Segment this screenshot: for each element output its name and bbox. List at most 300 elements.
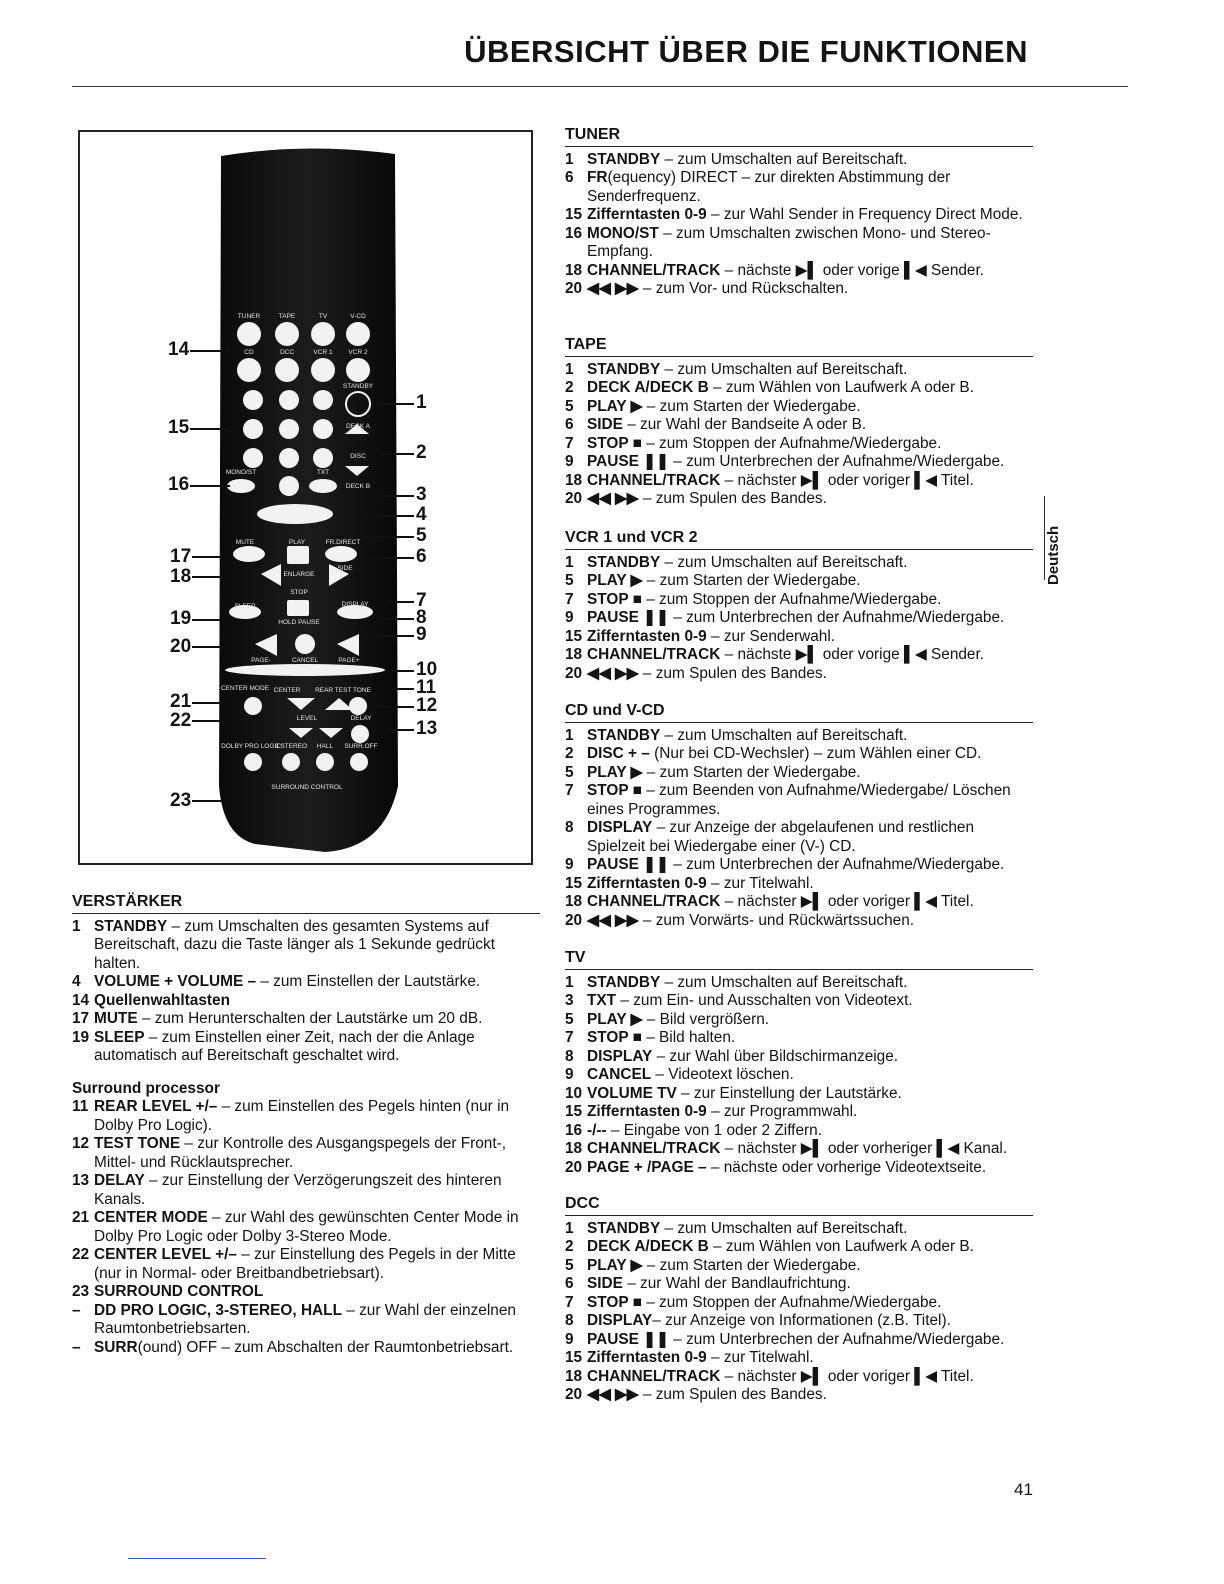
item-key: Zifferntasten 0-9 xyxy=(587,1349,707,1366)
item-text xyxy=(587,1331,1033,1350)
language-tab-label: Deutsch xyxy=(1045,525,1062,585)
item-text xyxy=(94,1010,540,1029)
item-number: 13 xyxy=(72,1172,90,1189)
list-item xyxy=(72,1135,540,1172)
list-item xyxy=(565,398,1033,417)
section-heading: TV xyxy=(565,949,1033,970)
item-key: TEST TONE xyxy=(94,1135,181,1152)
list-item xyxy=(565,646,1033,665)
callout-line-18 xyxy=(192,576,222,578)
svg-text:DOLBY PRO LOGIC: DOLBY PRO LOGIC xyxy=(221,743,281,750)
item-number: 9 xyxy=(565,1066,574,1083)
callout-11: 11 xyxy=(416,677,437,698)
item-description: – zur Einstellung des Pegels in der Mitte (nur in Normal- oder Breitbandbetriebsart). xyxy=(94,1246,516,1282)
callout-line-12 xyxy=(372,706,414,708)
svg-text:DECK A: DECK A xyxy=(346,423,370,430)
item-number: 1 xyxy=(565,360,574,378)
item-text xyxy=(587,206,1033,225)
callout-3: 3 xyxy=(416,484,427,505)
item-description: – zur Wahl des gewünschten Center Mode in Dolby Pro Logic oder Dolby 3-Stereo Mode. xyxy=(94,1209,519,1245)
list-item xyxy=(565,1048,1033,1067)
callout-line-17 xyxy=(192,556,222,558)
item-text xyxy=(587,1386,1033,1405)
item-key: STOP ■ xyxy=(587,1293,642,1311)
item-text xyxy=(94,992,540,1011)
svg-text:SURR.OFF: SURR.OFF xyxy=(344,743,378,750)
svg-text:MONO/ST: MONO/ST xyxy=(225,469,257,476)
item-description: – zum Wählen von Laufwerk A oder B. xyxy=(708,1238,974,1255)
item-number: 8 xyxy=(565,819,574,836)
list-item xyxy=(72,1283,540,1302)
footer-rule xyxy=(128,1558,266,1559)
list-item xyxy=(565,262,1033,281)
item-number: 11 xyxy=(72,1098,89,1115)
item-key: STANDBY xyxy=(587,726,661,744)
item-key: PAUSE ❚❚ xyxy=(587,609,669,626)
item-text xyxy=(587,280,1033,299)
item-text xyxy=(587,1066,1033,1085)
list-item xyxy=(565,1257,1033,1276)
item-number: 9 xyxy=(565,453,574,470)
item-description: – zur Senderwahl. xyxy=(706,627,836,645)
item-key: PAUSE ❚❚ xyxy=(587,453,669,470)
item-key: STOP ■ xyxy=(587,1029,642,1046)
list-item xyxy=(565,490,1033,509)
item-key: ◀◀ ▶▶ xyxy=(587,664,639,682)
item-text xyxy=(587,554,1033,573)
item-description: – Videotext löschen. xyxy=(651,1066,794,1083)
item-description: – zum Stoppen der Aufnahme/Wiedergabe. xyxy=(641,590,942,608)
svg-text:TXT: TXT xyxy=(316,469,330,476)
item-description: (equency) DIRECT – zur direkten Abstimmung der Senderfrequenz. xyxy=(587,169,951,205)
list-item xyxy=(565,151,1033,170)
item-key: DECK A/DECK B xyxy=(587,379,709,396)
list-item xyxy=(565,1159,1033,1178)
list-item xyxy=(565,1386,1033,1405)
item-text xyxy=(587,453,1033,472)
item-description: – zum Umschalten auf Bereitschaft. xyxy=(660,1219,908,1237)
item-key: -/-- xyxy=(587,1121,607,1139)
item-number: 20 xyxy=(565,664,583,682)
list-item xyxy=(72,1246,540,1283)
item-number: 14 xyxy=(72,991,90,1009)
item-text xyxy=(587,974,1033,993)
item-text xyxy=(587,665,1033,684)
svg-text:CENTER MODE: CENTER MODE xyxy=(220,685,270,692)
item-key: PLAY ▶ xyxy=(587,763,643,781)
item-description: – zum Starten der Wiedergabe. xyxy=(642,572,861,589)
svg-text:SIDE: SIDE xyxy=(337,565,353,572)
item-key: TXT xyxy=(587,992,617,1009)
list-item xyxy=(565,435,1033,454)
callout-line-3 xyxy=(370,495,414,497)
item-description: – zur Anzeige der abgelaufenen und restlichen Spielzeit bei Wiedergabe einer (V-) CD. xyxy=(587,819,975,855)
section-heading: TUNER xyxy=(565,126,1033,147)
callout-line-16 xyxy=(190,485,230,487)
list-item xyxy=(72,1098,540,1135)
item-text xyxy=(587,572,1033,591)
item-text xyxy=(587,1140,1033,1159)
callout-13: 13 xyxy=(416,718,438,739)
item-key: DISC + – xyxy=(587,745,650,762)
item-description: – zur Wahl der einzelnen Raumtonbetriebsarten. xyxy=(94,1301,516,1337)
item-number: 16 xyxy=(565,224,583,242)
item-text xyxy=(94,973,540,992)
item-number: 7 xyxy=(565,1029,574,1046)
list-item xyxy=(565,472,1033,491)
item-key: SURR xyxy=(94,1338,138,1356)
callout-12: 12 xyxy=(416,695,438,716)
item-text xyxy=(587,361,1033,380)
item-description: – zur Kontrolle des Ausgangspegels der Front-, Mittel- und Rücklautsprecher. xyxy=(94,1135,507,1171)
list-item xyxy=(565,1275,1033,1294)
list-item xyxy=(565,727,1033,746)
item-description: – zum Einstellen der Lautstärke. xyxy=(256,973,481,990)
item-number: 9 xyxy=(565,609,574,626)
item-description: – zum Vorwärts- und Rückwärtssuchen. xyxy=(638,911,915,929)
list-item xyxy=(565,280,1033,299)
item-number: 17 xyxy=(72,1010,90,1027)
item-description: – zur Titelwahl. xyxy=(706,1349,814,1366)
list-item xyxy=(565,782,1033,819)
item-key: PLAY ▶ xyxy=(587,397,643,415)
item-number: 18 xyxy=(565,893,583,910)
item-key: Zifferntasten 0-9 xyxy=(587,1103,707,1120)
item-number: – xyxy=(72,1301,81,1319)
item-number: 15 xyxy=(565,1103,583,1120)
svg-text:CD: CD xyxy=(244,349,254,356)
item-description: – zum Stoppen der Aufnahme/Wiedergabe. xyxy=(641,1293,942,1311)
item-text xyxy=(94,1302,540,1339)
item-text xyxy=(587,1011,1033,1030)
list-item xyxy=(565,1238,1033,1257)
item-text xyxy=(587,1294,1033,1313)
callout-1: 1 xyxy=(416,392,427,413)
callout-17: 17 xyxy=(170,546,192,567)
item-key: ◀◀ ▶▶ xyxy=(587,911,639,929)
item-text xyxy=(587,416,1033,435)
page-number: 41 xyxy=(1014,1480,1033,1499)
item-key: ◀◀ ▶▶ xyxy=(587,280,639,297)
item-number: 7 xyxy=(565,1293,574,1311)
item-number: 16 xyxy=(565,1121,583,1139)
svg-text:PAGE+: PAGE+ xyxy=(338,657,360,664)
title-divider xyxy=(72,86,1128,87)
callout-6: 6 xyxy=(416,546,427,567)
list-item xyxy=(565,554,1033,573)
list-item xyxy=(565,912,1033,931)
callout-line-14 xyxy=(190,350,230,352)
item-number: 20 xyxy=(565,1386,583,1403)
item-text xyxy=(587,1368,1033,1387)
item-key: STANDBY xyxy=(587,360,661,378)
item-text xyxy=(587,819,1033,856)
item-text xyxy=(94,1098,540,1135)
list-item xyxy=(565,1220,1033,1239)
item-description: – zum Unterbrechen der Aufnahme/Wiedergabe. xyxy=(668,609,1005,626)
item-number: 7 xyxy=(565,590,574,608)
item-number: 12 xyxy=(72,1135,90,1152)
item-key: STOP ■ xyxy=(587,782,642,799)
item-number: 6 xyxy=(565,169,574,186)
item-description: – zur Einstellung der Verzögerungszeit des hinteren Kanals. xyxy=(94,1172,502,1208)
section-dcc xyxy=(565,1195,1033,1405)
callout-21: 21 xyxy=(170,691,192,712)
item-number: 6 xyxy=(565,1275,574,1292)
callout-19: 19 xyxy=(170,608,192,629)
item-key: PLAY ▶ xyxy=(587,1256,643,1274)
item-description: (Nur bei CD-Wechsler) – zum Wählen einer CD. xyxy=(649,745,982,762)
section-verstaerker xyxy=(72,893,540,1357)
item-key: FR xyxy=(587,169,608,186)
list-item xyxy=(565,745,1033,764)
section-tape xyxy=(565,336,1033,509)
item-description: – zum Umschalten zwischen Mono- und Stereo-Empfang. xyxy=(587,224,991,260)
callout-line-6 xyxy=(370,557,414,559)
item-text xyxy=(587,646,1033,665)
page-title: ÜBERSICHT ÜBER DIE FUNKTIONEN xyxy=(464,34,1028,69)
svg-text:REAR TEST TONE: REAR TEST TONE xyxy=(315,687,371,694)
item-description: – nächste ▶▌ oder vorige ▌◀ Sender. xyxy=(720,261,985,279)
item-text xyxy=(587,398,1033,417)
item-number: 1 xyxy=(565,150,574,168)
item-description: – nächste oder vorherige Videotextseite. xyxy=(706,1158,987,1176)
item-description: – zum Umschalten des gesamten Systems auf Bereitschaft, dazu die Taste länger als 1 Sekunde gedrückt halten. xyxy=(94,917,495,972)
list-item xyxy=(72,992,540,1011)
callout-line-7 xyxy=(386,601,414,603)
item-number: 18 xyxy=(565,1367,583,1385)
list-item xyxy=(565,819,1033,856)
callout-line-4 xyxy=(352,515,414,517)
svg-text:TAPE: TAPE xyxy=(278,313,296,320)
callout-line-9 xyxy=(366,635,414,637)
item-text xyxy=(587,435,1033,454)
item-number: 18 xyxy=(565,471,583,489)
list-item xyxy=(565,875,1033,894)
item-number: 21 xyxy=(72,1209,90,1226)
item-key: CHANNEL/TRACK xyxy=(587,1367,721,1385)
item-text xyxy=(94,1209,540,1246)
svg-text:CENTER: CENTER xyxy=(273,687,301,694)
callout-14: 14 xyxy=(168,339,190,360)
item-number: 15 xyxy=(565,1349,583,1366)
list-item xyxy=(565,453,1033,472)
item-key: SURROUND CONTROL xyxy=(94,1283,264,1300)
item-text xyxy=(587,992,1033,1011)
list-item xyxy=(565,1294,1033,1313)
item-description: – zum Spulen des Bandes. xyxy=(638,664,827,682)
item-key: DELAY xyxy=(94,1172,145,1189)
item-key: CENTER MODE xyxy=(94,1209,208,1226)
item-number: 4 xyxy=(72,973,81,990)
list-item xyxy=(565,206,1033,225)
item-description: – zum Einstellen des Pegels hinten (nur in Dolby Pro Logic). xyxy=(94,1098,510,1134)
callout-16: 16 xyxy=(168,474,190,495)
item-key: MUTE xyxy=(94,1010,138,1027)
item-key: Quellenwahltasten xyxy=(94,991,230,1009)
item-description: – nächster ▶▌ oder vorheriger ▌◀ Kanal. xyxy=(720,1140,1008,1157)
svg-text:DCC: DCC xyxy=(279,349,295,356)
svg-text:VCR 2: VCR 2 xyxy=(348,349,368,356)
list-item xyxy=(565,1368,1033,1387)
item-number: 1 xyxy=(565,553,574,571)
list-item xyxy=(72,1302,540,1339)
item-key: STANDBY xyxy=(587,1219,661,1237)
item-number: 6 xyxy=(565,416,574,433)
list-item xyxy=(565,893,1033,912)
item-description: – zum Umschalten auf Bereitschaft. xyxy=(660,150,908,168)
callout-18: 18 xyxy=(170,566,192,587)
list-item xyxy=(565,591,1033,610)
item-number: 15 xyxy=(565,206,583,223)
item-number: – xyxy=(72,1338,81,1356)
callout-line-13 xyxy=(386,729,414,731)
list-item xyxy=(72,1209,540,1246)
item-key: REAR LEVEL +/– xyxy=(94,1098,222,1115)
callout-7: 7 xyxy=(416,590,427,611)
item-text xyxy=(587,628,1033,647)
list-item xyxy=(72,973,540,992)
item-number: 15 xyxy=(565,627,583,645)
list-item xyxy=(565,856,1033,875)
section-cd xyxy=(565,702,1033,930)
item-text xyxy=(587,1085,1033,1104)
item-text xyxy=(587,1349,1033,1368)
callout-9: 9 xyxy=(416,624,427,645)
item-key: VOLUME TV xyxy=(587,1084,677,1102)
svg-text:PLAY: PLAY xyxy=(288,539,306,546)
item-text xyxy=(587,490,1033,509)
item-number: 20 xyxy=(565,911,583,929)
list-item xyxy=(565,1103,1033,1122)
section-heading: DCC xyxy=(565,1195,1033,1216)
section-vcr xyxy=(565,529,1033,683)
callout-2: 2 xyxy=(416,442,427,463)
item-key: CENTER LEVEL +/– xyxy=(94,1246,242,1263)
item-text xyxy=(94,1283,540,1302)
svg-text:DISC: DISC xyxy=(350,453,366,460)
item-number: 1 xyxy=(565,726,574,744)
remote-control-illustration xyxy=(215,146,400,856)
item-number: 2 xyxy=(565,745,574,762)
list-item xyxy=(565,974,1033,993)
section-heading: VERSTÄRKER xyxy=(72,893,540,914)
item-number: 5 xyxy=(565,1256,574,1274)
svg-text:3 STEREO: 3 STEREO xyxy=(274,743,308,750)
item-description: – zum Unterbrechen der Aufnahme/Wiedergabe. xyxy=(668,1330,1005,1348)
item-number: 9 xyxy=(565,1330,574,1348)
item-key: STANDBY xyxy=(94,917,168,935)
item-text xyxy=(94,1339,540,1358)
list-item xyxy=(565,572,1033,591)
item-description: – zur Wahl der Bandseite A oder B. xyxy=(622,416,867,433)
list-item xyxy=(72,1339,540,1358)
item-key: Zifferntasten 0-9 xyxy=(587,206,707,223)
item-text xyxy=(587,1257,1033,1276)
svg-text:STOP: STOP xyxy=(290,589,308,596)
callout-8: 8 xyxy=(416,607,427,628)
item-text xyxy=(587,782,1033,819)
item-text xyxy=(587,912,1033,931)
item-key: Zifferntasten 0-9 xyxy=(587,627,707,645)
item-text xyxy=(587,591,1033,610)
list-item xyxy=(565,764,1033,783)
item-description: – zum Starten der Wiedergabe. xyxy=(642,1256,861,1274)
item-text xyxy=(587,379,1033,398)
item-text xyxy=(587,609,1033,628)
item-key: PLAY ▶ xyxy=(587,1010,643,1028)
callout-line-1 xyxy=(372,403,414,405)
item-key: CANCEL xyxy=(587,1066,652,1083)
item-text xyxy=(587,1122,1033,1141)
callout-line-11 xyxy=(392,688,414,690)
item-description: – zum Einstellen einer Zeit, nach der die Anlage automatisch auf Bereitschaft geschaltet wird. xyxy=(94,1028,475,1064)
item-description: – zur Anzeige von Informationen (z.B. Titel). xyxy=(652,1312,951,1329)
item-text xyxy=(94,918,540,974)
list-item xyxy=(565,665,1033,684)
item-text xyxy=(587,472,1033,491)
item-description: – Bild halten. xyxy=(641,1029,736,1046)
item-description: – Eingabe von 1 oder 2 Ziffern. xyxy=(606,1121,822,1139)
list-item xyxy=(565,1312,1033,1331)
item-number: 8 xyxy=(565,1047,574,1065)
item-key: STANDBY xyxy=(587,973,661,991)
list-item xyxy=(72,918,540,974)
item-key: SIDE xyxy=(587,1275,623,1292)
item-key: VOLUME + VOLUME – xyxy=(94,973,257,990)
svg-text:DELAY: DELAY xyxy=(350,715,372,722)
item-text xyxy=(587,1312,1033,1331)
svg-text:MUTE: MUTE xyxy=(235,539,255,546)
callout-23: 23 xyxy=(170,790,192,811)
svg-text:PAGE-: PAGE- xyxy=(251,657,271,664)
item-description: – zur Titelwahl. xyxy=(706,874,814,892)
item-description: – nächster ▶▌ oder voriger ▌◀ Titel. xyxy=(720,1367,974,1385)
item-number: 5 xyxy=(565,1010,574,1028)
item-text xyxy=(587,764,1033,783)
item-description: – zur Programmwahl. xyxy=(706,1103,858,1120)
list-item xyxy=(565,1122,1033,1141)
item-number: 18 xyxy=(565,646,583,663)
item-number: 23 xyxy=(72,1283,90,1300)
item-description: – zum Umschalten auf Bereitschaft. xyxy=(660,726,908,744)
item-key: CHANNEL/TRACK xyxy=(587,646,721,663)
item-key: SIDE xyxy=(587,416,623,433)
item-key: PAUSE ❚❚ xyxy=(587,1330,669,1348)
surround-heading: Surround processor xyxy=(72,1079,220,1097)
svg-text:SURROUND CONTROL: SURROUND CONTROL xyxy=(271,784,343,791)
item-description: – zum Spulen des Bandes. xyxy=(638,490,827,507)
item-text xyxy=(587,745,1033,764)
item-key: ◀◀ ▶▶ xyxy=(587,490,639,507)
item-text xyxy=(94,1135,540,1172)
callout-line-2 xyxy=(380,453,414,455)
section-heading: CD und V-CD xyxy=(565,702,1033,723)
item-text xyxy=(587,262,1033,281)
item-description: – zum Beenden von Aufnahme/Wiedergabe/ Löschen eines Programmes. xyxy=(587,782,1011,818)
item-description: – zum Spulen des Bandes. xyxy=(638,1386,827,1403)
item-description: – Bild vergrößern. xyxy=(642,1010,770,1028)
callout-15: 15 xyxy=(168,417,190,438)
list-item xyxy=(565,1085,1033,1104)
item-key: SLEEP xyxy=(94,1028,145,1046)
item-key: DD PRO LOGIC, 3-STEREO, HALL xyxy=(94,1301,342,1319)
item-description: – nächster ▶▌ oder voriger ▌◀ Titel. xyxy=(720,893,974,910)
list-item xyxy=(72,1029,540,1066)
list-item xyxy=(72,1010,540,1029)
item-key: STANDBY xyxy=(587,553,661,571)
callout-4: 4 xyxy=(416,504,427,525)
